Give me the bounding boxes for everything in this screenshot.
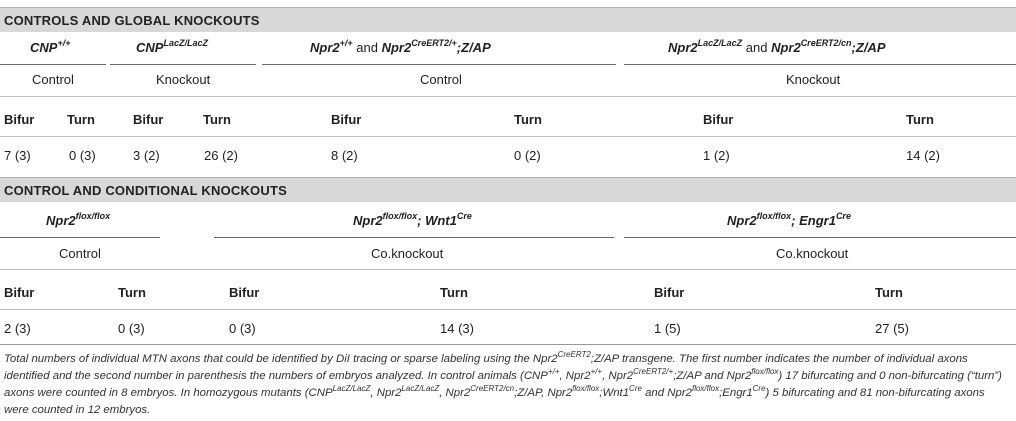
cell-value: 3 (2) [133,148,160,163]
section-header-conditional [0,177,1016,202]
cell-value: 0 (3) [118,321,145,336]
cell-value: 0 (2) [514,148,541,163]
column-header-turn: Turn [440,285,468,300]
column-header-bifur: Bifur [133,112,164,127]
group-header-cnp-lacz: $CNP^{LacZ/LacZ}$ [136,37,208,55]
category-label: Co.knockout [776,246,849,261]
column-header-bifur: Bifur [4,112,35,127]
column-header-turn: Turn [906,112,934,127]
column-header-turn: Turn [514,112,542,127]
cell-value: 8 (2) [331,148,358,163]
cell-value: 26 (2) [204,148,238,163]
group-divider [624,237,1016,238]
group-header-npr2-engr1: $Npr2^{flox/flox}$; $Engr1^{Cre}$ [727,210,851,228]
group-header-npr2-knockout: $Npr2^{LacZ/LacZ}$ and $Npr2^{CreERT2/cn};Z/AP$ [668,37,886,55]
cell-value: 7 (3) [4,148,31,163]
group-divider [214,237,614,238]
column-header-turn: Turn [203,112,231,127]
group-header-npr2-control: Npr2+/+ and $Npr2^{CreERT2/+};Z/AP$ [310,37,491,55]
column-header-turn: Turn [118,285,146,300]
cell-value: 0 (3) [69,148,96,163]
column-header-bifur: Bifur [229,285,260,300]
category-label: Co.knockout [371,246,444,261]
column-header-bifur: Bifur [703,112,734,127]
category-label: Knockout [156,72,211,87]
group-header-cnp-wt: CNP+/+ [30,37,71,55]
cell-value: 1 (5) [654,321,681,336]
group-header-npr2-wnt1: $Npr2^{flox/flox}$; $Wnt1^{Cre}$ [353,210,472,228]
category-label: Control [59,246,101,261]
category-label: Control [420,72,462,87]
column-header-turn: Turn [67,112,95,127]
row-divider [0,96,1016,97]
section-title-global: CONTROLS AND GLOBAL KNOCKOUTS [4,13,260,28]
cell-value: 27 (5) [875,321,909,336]
column-header-bifur: Bifur [654,285,685,300]
row-divider [0,269,1016,270]
column-header-bifur: Bifur [4,285,35,300]
table-bottom-rule [0,344,1016,345]
section-title-conditional: CONTROL AND CONDITIONAL KNOCKOUTS [4,183,287,198]
group-divider [624,64,1016,65]
cell-value: 2 (3) [4,321,31,336]
section-header-global [0,7,1016,32]
column-header-bifur: Bifur [331,112,362,127]
cell-value: 14 (2) [906,148,940,163]
cell-value: 14 (3) [440,321,474,336]
row-divider [0,136,1016,137]
cell-value: 0 (3) [229,321,256,336]
column-header-turn: Turn [875,285,903,300]
group-header-npr2-flox: $Npr2^{flox/flox}$ [46,210,111,228]
category-label: Control [32,72,74,87]
cell-value: 1 (2) [703,148,730,163]
row-divider [0,309,1016,310]
group-divider [110,64,256,65]
group-divider [0,237,160,238]
group-divider [262,64,616,65]
table-footnote: Total numbers of individual MTN axons that could be identified by DiI tracing or sparse labeling using the $Npr2^{CreERT2};Z/AP$ transgene. The first number indicates the number of individual axons identified and the second number in parenthesis the numbers of embryos analyzed. In control animals (CNP+/+, Npr2+/+, $Npr2^{CreERT2/+};Z/AP$ and $Npr2^{flox/flox}$) 17 bifurcating and 0 non-bifurcating (“turn”) axons were counted in 8 embryos. In homozygous mutants ($CNP^{LacZ/LacZ}$, $Npr2^{LacZ/LacZ}$, $Npr2^{CreERT2/cn};Z/AP$, $Npr2^{flox/flox};Wnt1^{Cre}$ and $Npr2^{flox/flox};Engr1^{Cre}$) 5 bifurcating and 81 non-bifurcating axons were counted in 12 embryos. [4,350,1002,416]
category-label: Knockout [786,72,841,87]
group-divider [0,64,106,65]
